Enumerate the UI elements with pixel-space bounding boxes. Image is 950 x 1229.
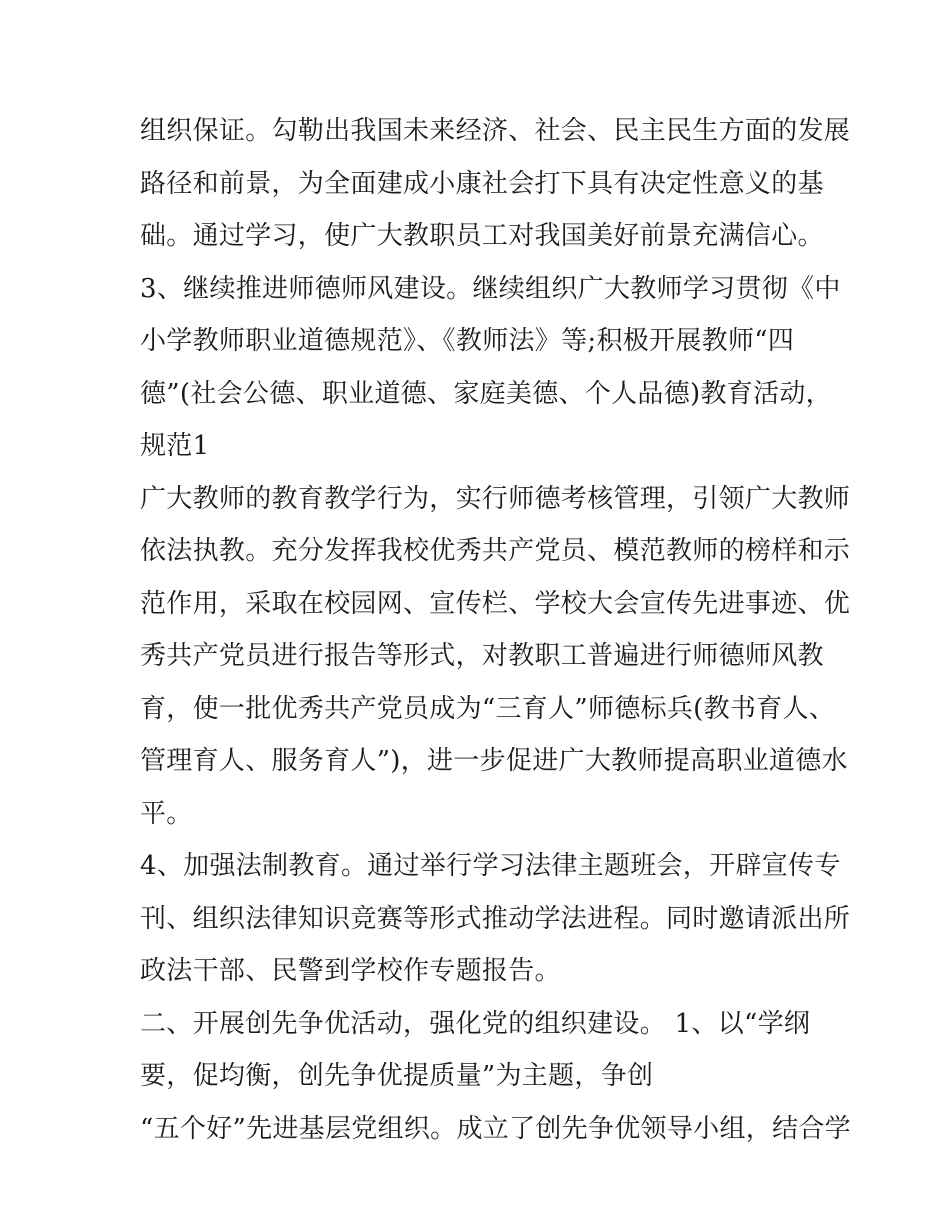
text-line: 组织保证。勾勒出我国未来经济、社会、民主民生方面的发展 (140, 116, 851, 146)
text-line: 3、继续推进师德师风建设。继续组织广大教师学习贯彻《中 (140, 273, 841, 304)
text-line: 政法干部、民警到学校作专题报告。 (140, 956, 561, 986)
text-line: 平。 (140, 798, 193, 829)
text-line: 广大教师的教育教学行为，实行师德考核管理，引领广大教师 (140, 483, 851, 514)
text-line: 4、加强法制教育。通过举行学习法律主题班会，开辟宣传专 (140, 851, 841, 881)
text-line: 规范1 (140, 431, 210, 461)
text-line: 范作用，采取在校园网、宣传栏、学校大会宣传先进事迹、优 (140, 588, 851, 619)
text-line: 刊、组织法律知识竞赛等形式推动学法进程。同时邀请派出所 (140, 903, 851, 934)
text-line: 要，促均衡，创先争优提质量”为主题，争创 (140, 1061, 654, 1091)
text-line: 础。通过学习，使广大教职员工对我国美好前景充满信心。 (140, 221, 824, 251)
text-line: 依法执教。充分发挥我校优秀共产党员、模范教师的榜样和示 (140, 536, 851, 566)
text-line: 路径和前景，为全面建成小康社会打下具有决定性意义的基 (140, 168, 824, 199)
text-line: 秀共产党员进行报告等形式，对教职工普遍进行师德师风教 (140, 641, 824, 671)
text-line: 小学教师职业道德规范》、《教师法》等;积极开展教师“四 (140, 326, 795, 356)
text-line: 管理育人、服务育人”)，进一步促进广大教师提高职业道德水 (140, 746, 848, 776)
document-body (140, 105, 851, 1155)
text-line: 二、开展创先争优活动，强化党的组织建设。 1、以“学纲 (140, 1008, 811, 1039)
text-line: “五个好”先进基层党组织。成立了创先争优领导小组，结合学 (140, 1113, 851, 1144)
text-line: 育，使一批优秀共产党员成为“三育人”师德标兵(教书育人、 (140, 693, 836, 724)
text-line: 德”(社会公德、职业道德、家庭美德、个人品德)教育活动， (140, 378, 832, 409)
